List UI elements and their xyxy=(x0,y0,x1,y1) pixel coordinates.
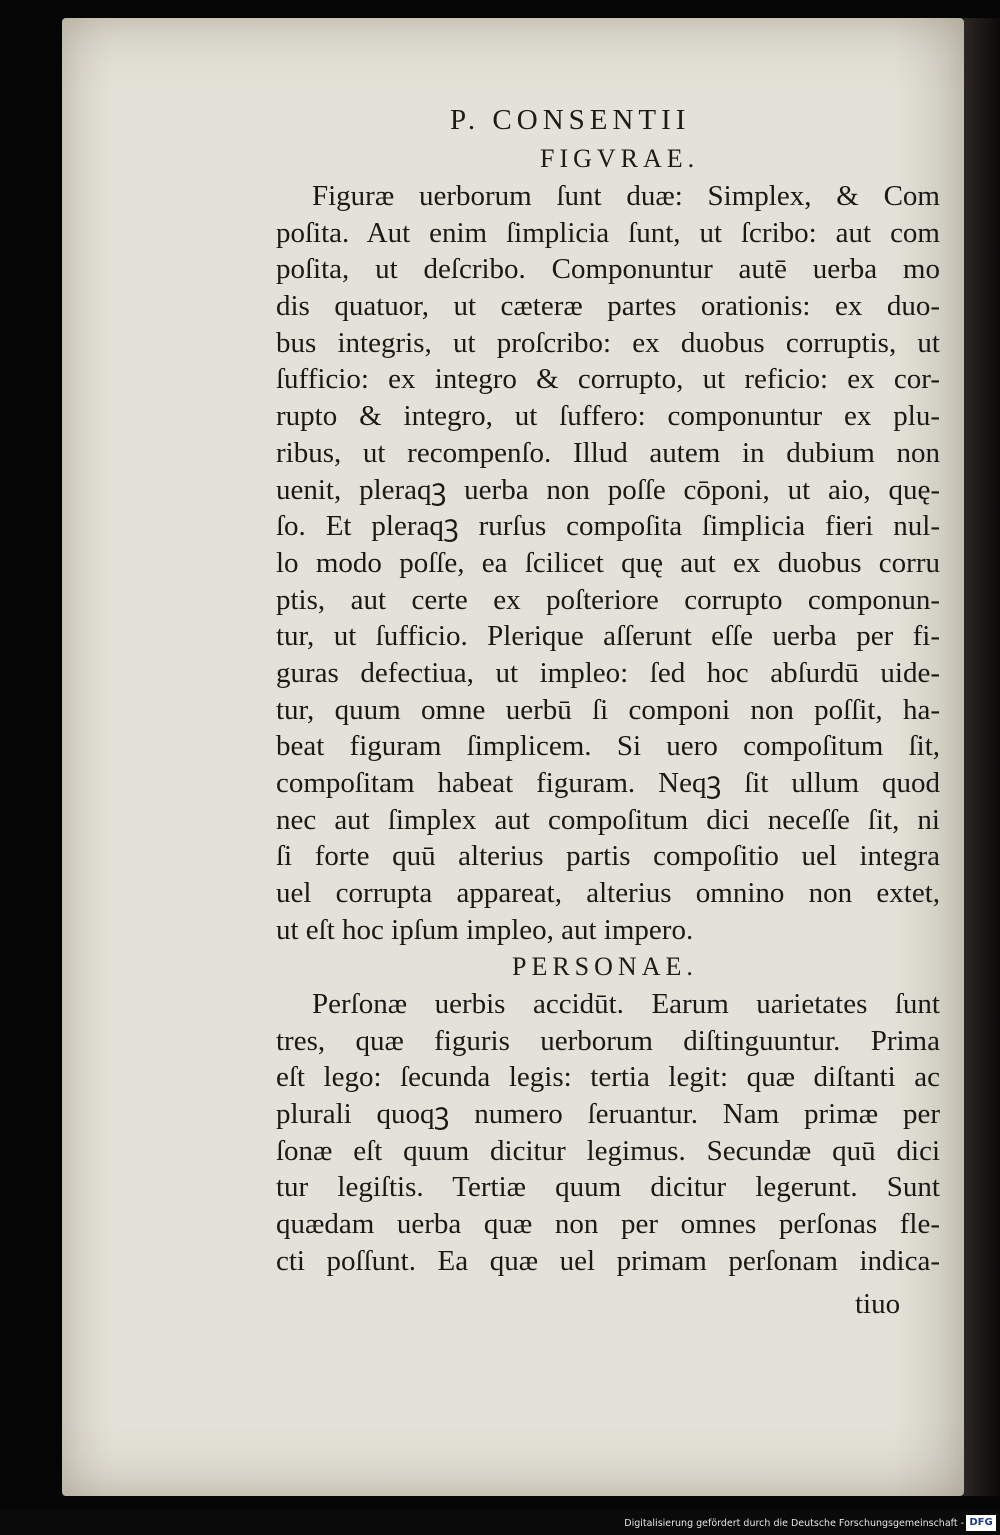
text-line: quædam uerba quæ non per omnes perſonas fle- xyxy=(276,1208,940,1241)
text-line: ut eſt hoc ipſum impleo, aut impero. xyxy=(276,913,694,946)
text-line: Perſonæ uerbis accidūt. Earum uarietates ſunt xyxy=(312,988,940,1020)
text-line: dis quatuor, ut cæteræ partes orationis: ex duo- xyxy=(276,290,940,323)
catchword: tiuo xyxy=(855,1288,901,1320)
text-line: bus integris, ut proſcribo: ex duobus corruptis, ut xyxy=(276,326,940,359)
text-line: ſo. Et pleraqꝫ rurſus compoſita ſimplicia fieri nul- xyxy=(276,510,940,543)
personae-text-block xyxy=(276,986,940,1280)
text-line: eſt lego: ſecunda legis: tertia legit: quæ diſtanti ac xyxy=(276,1061,940,1094)
text-line: cti poſſunt. Ea quæ uel primam perſonam indica- xyxy=(276,1244,940,1277)
text-line: ſi forte quū alterius partis compoſitio uel integra xyxy=(276,840,940,873)
text-line: poſita, ut deſcribo. Componuntur autē uerba mo xyxy=(276,253,940,286)
figurae-text-block xyxy=(276,178,940,948)
text-line: ribus, ut recompenſo. Illud autem in dubium non xyxy=(276,436,940,469)
book-edge-shadow xyxy=(964,18,1000,1496)
text-line: poſita. Aut enim ſimplicia ſunt, ut ſcribo: aut com xyxy=(276,216,940,249)
text-line: tres, quæ figuris uerborum diſtinguuntur. Prima xyxy=(276,1024,940,1057)
text-line: Figuræ uerborum ſunt duæ: Simplex, & Com xyxy=(312,180,940,212)
text-line: ſufficio: ex integro & corrupto, ut reficio: ex cor- xyxy=(276,363,940,396)
text-line: nec aut ſimplex aut compoſitum dici neceſſe ſit, ni xyxy=(276,803,940,836)
text-line: plurali quoqꝫ numero ſeruantur. Nam primæ per xyxy=(276,1098,940,1131)
running-head: P. CONSENTII xyxy=(450,104,691,136)
dfg-logo: DFG xyxy=(966,1515,996,1531)
text-line: tur legiſtis. Tertiæ quum dicitur legerunt. Sunt xyxy=(276,1171,940,1204)
text-line: guras defectiua, ut impleo: ſed hoc abſurdū uide- xyxy=(276,656,940,689)
text-line: uenit, pleraqꝫ uerba non poſſe cōponi, ut aio, quę- xyxy=(276,473,940,506)
section-title-personae: PERSONAE. xyxy=(512,952,698,981)
text-line: ptis, aut certe ex poſteriore corrupto componun- xyxy=(276,583,940,616)
text-line: tur, ut ſufficio. Plerique aſſerunt eſſe uerba per fi- xyxy=(276,620,940,653)
text-line: compoſitam habeat figuram. Neqꝫ ſit ullum quod xyxy=(276,767,940,799)
digitization-credit: Digitalisierung gefördert durch die Deutsche Forschungsgemeinschaft - xyxy=(624,1518,964,1529)
section-title-figurae: FIGVRAE. xyxy=(540,144,700,173)
text-line: lo modo poſſe, ea ſcilicet quę aut ex duobus corru xyxy=(276,546,940,579)
text-line: rupto & integro, ut ſuffero: componuntur ex plu- xyxy=(276,400,940,433)
text-line: beat figuram ſimplicem. Si uero compoſitum ſit, xyxy=(276,730,940,763)
text-line: uel corrupta appareat, alterius omnino non extet, xyxy=(276,877,940,910)
text-line: ſonæ eſt quum dicitur legimus. Secundæ quū dici xyxy=(276,1134,940,1167)
text-line: tur, quum omne uerbū ſi componi non poſſit, ha- xyxy=(276,693,940,726)
